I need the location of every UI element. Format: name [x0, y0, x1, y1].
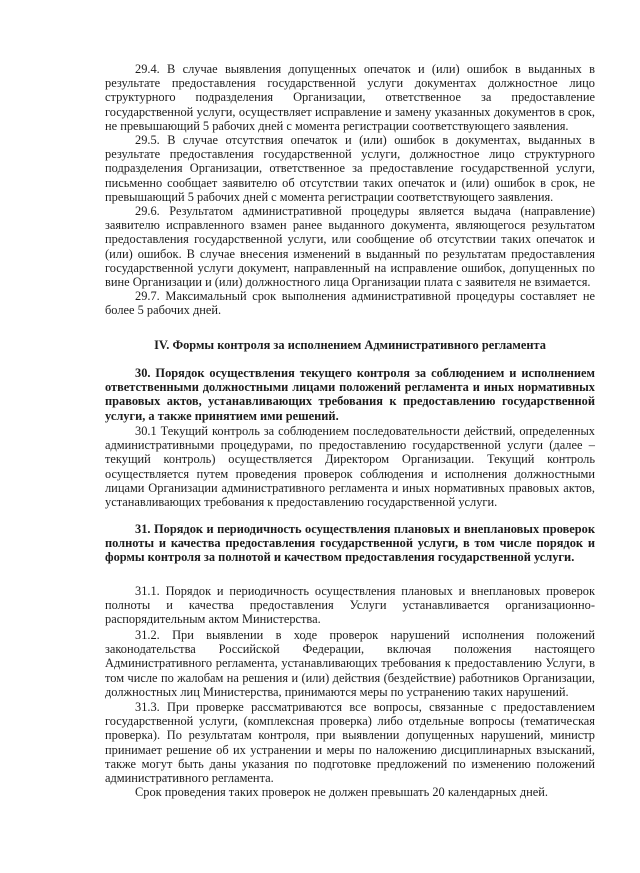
- heading-30: 30. Порядок осуществления текущего контроля за соблюдением и исполнением ответственными должностными лицами положений регламента и иных нормативных правовых актов, устанавливающих требования к предоставлению государственной услуги, а также принятием ими решений.: [105, 366, 595, 423]
- paragraph-31-2: 31.2. При выявлении в ходе проверок нарушений исполнения положений законодательства Российской Федерации, включая положения настоящего Административного регламента, устанавливающих требования к предоставлению Услуги, в том числе по жалобам на решения и (или) действия (бездействие) работников Организации, должностных лиц Министерства, принимаются меры по устранению таких нарушений.: [105, 628, 595, 699]
- paragraph-31-1: 31.1. Порядок и периодичность осуществления плановых и внеплановых проверок полноты и качества предоставления Услуги устанавливается организационно-распорядительным актом Министерства.: [105, 584, 595, 627]
- paragraph-29-6: 29.6. Результатом административной процедуры является выдача (направление) заявителю исправленного взамен ранее выданного документа, являющегося результатом предоставления государственной услуги, или сообщение об отсутствии таких опечаток и (или) ошибок. В случае внесения изменений в выданный по результатам предоставления государственной услуги документ, направленный на исправление ошибок, допущенных по вине Организации и (или) должностного лица Организации плата с заявителя не взимается.: [105, 204, 595, 290]
- heading-31: 31. Порядок и периодичность осуществления плановых и внеплановых проверок полноты и качества предоставления государственной услуги, в том числе порядок и формы контроля за полнотой и качеством предоставления государственной услуги.: [105, 522, 595, 565]
- paragraph-30-1: 30.1 Текущий контроль за соблюдением последовательности действий, определенных административными процедурами, по предоставлению государственной услуги (далее – текущий контроль) осуществляется Директором Организации. Текущий контроль осуществляется путем проведения проверок соблюдения и исполнения должностными лицами Организации административного регламента и иных нормативных правовых актов, устанавливающих требования к предоставлению государственной услуги.: [105, 424, 595, 510]
- paragraph-29-4: 29.4. В случае выявления допущенных опечаток и (или) ошибок в выданных в результате предоставления государственной услуги документах должностное лицо структурного подразделения Организации, ответственное за предоставление государственной услуги, осуществляет исправление и замену указанных документов в срок, не превышающий 5 рабочих дней с момента регистрации соответствующего заявления.: [105, 62, 595, 133]
- paragraph-29-7: 29.7. Максимальный срок выполнения административной процедуры составляет не более 5 рабочих дней.: [105, 289, 595, 318]
- paragraph-29-5: 29.5. В случае отсутствия опечаток и (или) ошибок в документах, выданных в результате предоставления государственной услуги, должностное лицо структурного подразделения Организации, ответственное за предоставление государственной услуги, письменно сообщает заявителю об отсутствии таких опечаток и (или) ошибок в срок, не превышающий 5 рабочих дней с момента регистрации соответствующего заявления.: [105, 133, 595, 204]
- paragraph-31-3: 31.3. При проверке рассматриваются все вопросы, связанные с предоставлением государственной услуги, (комплексная проверка) либо отдельные вопросы (тематическая проверка). По результатам контроля, при выявлении допущенных нарушений, министр принимает решение об их устранении и меры по наложению дисциплинарных взысканий, также могут быть даны указания по подготовке предложений по изменению положений административного регламента.: [105, 700, 595, 786]
- section-heading-iv: IV. Формы контроля за исполнением Административного регламента: [154, 338, 546, 352]
- paragraph-deadline: Срок проведения таких проверок не должен превышать 20 календарных дней.: [135, 785, 548, 799]
